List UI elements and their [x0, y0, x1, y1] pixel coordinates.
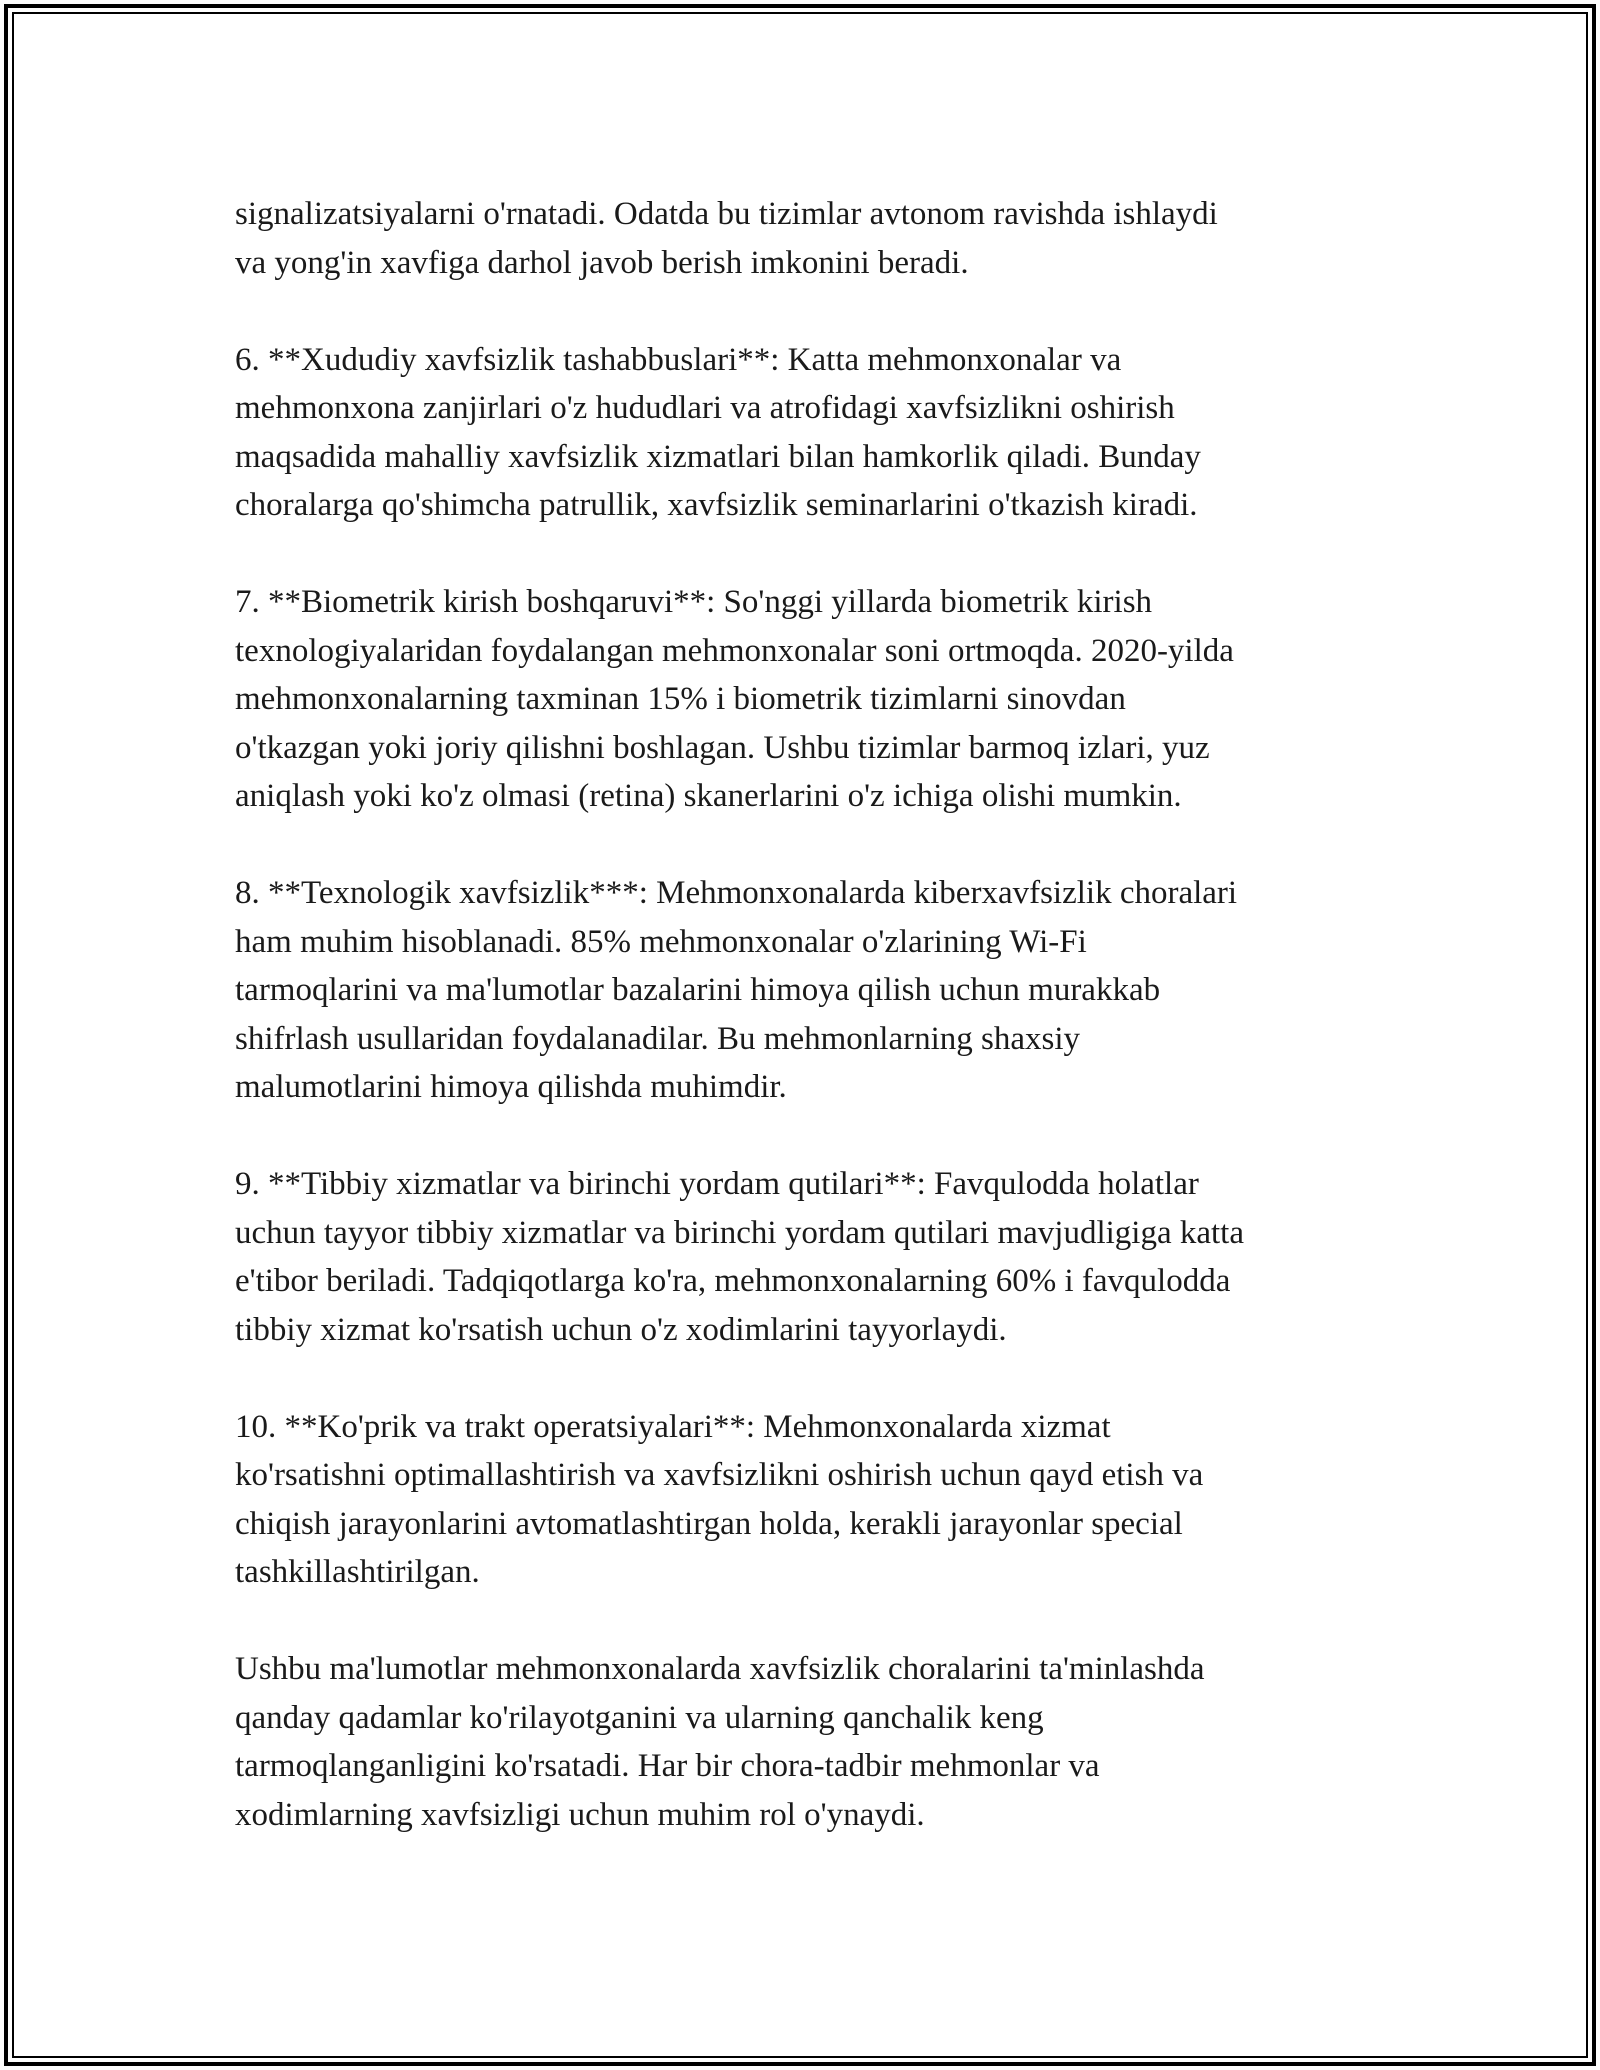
- text-line: tarmoqlarini va ma'lumotlar bazalarini himoya qilish uchun murakkab: [235, 972, 1161, 1008]
- text-line: choralarga qo'shimcha patrullik, xavfsizlik seminarlarini o'tkazish kiradi.: [235, 487, 1198, 523]
- text-line: texnologiyalaridan foydalangan mehmonxonalar soni ortmoqda. 2020-yilda: [235, 632, 1234, 669]
- text-line: tashkillashtirilgan.: [235, 1554, 480, 1590]
- text-line: tibbiy xizmat ko'rsatish uchun o'z xodimlarini tayyorlaydi.: [235, 1311, 1007, 1348]
- text-line: chiqish jarayonlarini avtomatlashtirgan holda, kerakli jarayonlar special: [235, 1505, 1183, 1542]
- text-line: 6. **Xududiy xavfsizlik tashabbuslari**: Katta mehmonxonalar va: [235, 341, 1122, 378]
- text-line: tarmoqlanganligini ko'rsatadi. Har bir chora-tadbir mehmonlar va: [235, 1748, 1100, 1784]
- text-line: qanday qadamlar ko'rilayotganini va ularning qanchalik keng: [235, 1699, 1044, 1736]
- paragraph-item-10: [235, 1403, 1375, 1597]
- text-line: 9. **Tibbiy xizmatlar va birinchi yordam qutilari**: Favqulodda holatlar: [235, 1166, 1199, 1202]
- text-line: mehmonxona zanjirlari o'z hududlari va atrofidagi xavfsizlikni oshirish: [235, 390, 1175, 426]
- text-line: 8. **Texnologik xavfsizlik***: Mehmonxonalarda kiberxavfsizlik choralari: [235, 875, 1238, 911]
- text-line: 10. **Ko'prik va trakt operatsiyalari**: Mehmonxonalarda xizmat: [235, 1408, 1111, 1445]
- text-line: xodimlarning xavfsizligi uchun muhim rol o'ynaydi.: [235, 1796, 925, 1833]
- text-line: aniqlash yoki ko'z olmasi (retina) skanerlarini o'z ichiga olishi mumkin.: [235, 778, 1182, 814]
- document-body: [235, 190, 1375, 1888]
- text-line: signalizatsiyalarni o'rnatadi. Odatda bu tizimlar avtonom ravishda ishlaydi: [235, 196, 1218, 232]
- text-line: Ushbu ma'lumotlar mehmonxonalarda xavfsizlik choralarini ta'minlashda: [235, 1651, 1205, 1687]
- text-line: va yong'in xavfiga darhol javob berish imkonini beradi.: [235, 244, 969, 281]
- paragraph-conclusion: [235, 1645, 1375, 1839]
- text-line: malumotlarini himoya qilishda muhimdir.: [235, 1069, 787, 1105]
- text-line: ko'rsatishni optimallashtirish va xavfsizlikni oshirish uchun qayd etish va: [235, 1457, 1204, 1493]
- paragraph-item-7: [235, 578, 1375, 821]
- text-line: ham muhim hisoblanadi. 85% mehmonxonalar o'zlarining Wi-Fi: [235, 923, 1087, 960]
- text-line: mehmonxonalarning taxminan 15% i biometrik tizimlarni sinovdan: [235, 681, 1126, 717]
- text-line: o'tkazgan yoki joriy qilishni boshlagan. Ushbu tizimlar barmoq izlari, yuz: [235, 729, 1210, 766]
- paragraph-intro-continuation: [235, 190, 1375, 287]
- text-line: 7. **Biometrik kirish boshqaruvi**: So'nggi yillarda biometrik kirish: [235, 584, 1153, 620]
- paragraph-item-9: [235, 1160, 1375, 1354]
- text-line: maqsadida mahalliy xavfsizlik xizmatlari bilan hamkorlik qiladi. Bunday: [235, 438, 1201, 475]
- text-line: shifrlash usullaridan foydalanadilar. Bu mehmonlarning shaxsiy: [235, 1020, 1080, 1057]
- text-line: uchun tayyor tibbiy xizmatlar va birinchi yordam qutilari mavjudligiga katta: [235, 1214, 1244, 1251]
- paragraph-item-6: [235, 336, 1375, 530]
- paragraph-item-8: [235, 869, 1375, 1112]
- text-line: e'tibor beriladi. Tadqiqotlarga ko'ra, mehmonxonalarning 60% i favqulodda: [235, 1263, 1231, 1299]
